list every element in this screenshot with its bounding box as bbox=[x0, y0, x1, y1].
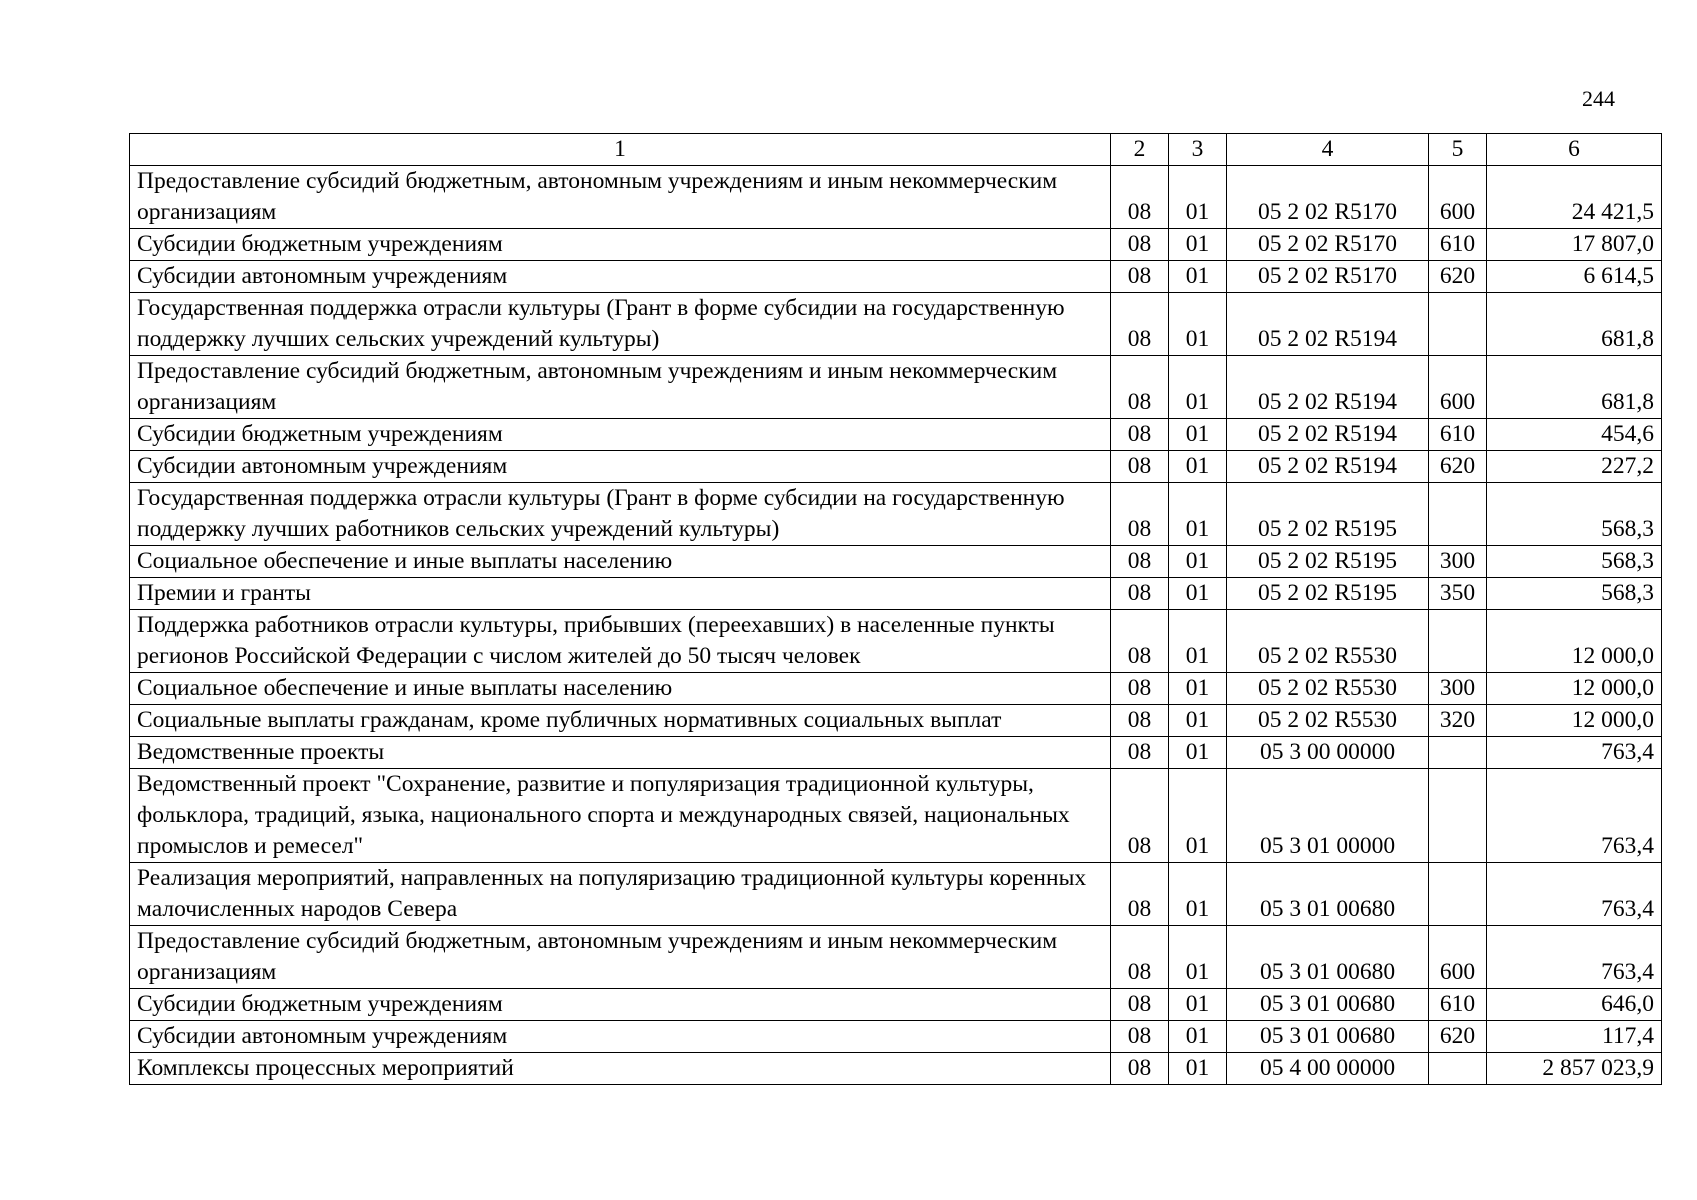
target-article-cell: 05 2 02 R5530 bbox=[1227, 673, 1429, 705]
table-row bbox=[130, 546, 1662, 578]
target-article-cell: 05 3 00 00000 bbox=[1227, 737, 1429, 769]
header-cell: 2 bbox=[1111, 134, 1169, 166]
subsection-code-cell: 01 bbox=[1169, 989, 1227, 1021]
amount-cell: 12 000,0 bbox=[1487, 705, 1662, 737]
section-code-cell: 08 bbox=[1111, 578, 1169, 610]
amount-cell: 117,4 bbox=[1487, 1021, 1662, 1053]
target-article-cell: 05 3 01 00680 bbox=[1227, 863, 1429, 926]
expense-type-cell bbox=[1429, 1053, 1487, 1085]
section-code-cell: 08 bbox=[1111, 769, 1169, 863]
expense-type-cell: 600 bbox=[1429, 926, 1487, 989]
section-code-cell: 08 bbox=[1111, 293, 1169, 356]
section-code-cell: 08 bbox=[1111, 610, 1169, 673]
amount-cell: 24 421,5 bbox=[1487, 166, 1662, 229]
table-header bbox=[130, 134, 1662, 166]
amount-cell: 454,6 bbox=[1487, 419, 1662, 451]
row-name-cell: Ведомственные проекты bbox=[130, 737, 1111, 769]
expense-type-cell: 600 bbox=[1429, 166, 1487, 229]
row-name-cell: Реализация мероприятий, направленных на популяризацию традиционной культуры коренных малочисленных народов Севера bbox=[130, 863, 1111, 926]
target-article-cell: 05 2 02 R5194 bbox=[1227, 356, 1429, 419]
subsection-code-cell: 01 bbox=[1169, 451, 1227, 483]
amount-cell: 763,4 bbox=[1487, 863, 1662, 926]
section-code-cell: 08 bbox=[1111, 356, 1169, 419]
row-name-cell: Социальное обеспечение и иные выплаты населению bbox=[130, 546, 1111, 578]
table-body bbox=[130, 166, 1662, 1085]
section-code-cell: 08 bbox=[1111, 1021, 1169, 1053]
subsection-code-cell: 01 bbox=[1169, 610, 1227, 673]
row-name-cell: Субсидии автономным учреждениям bbox=[130, 1021, 1111, 1053]
subsection-code-cell: 01 bbox=[1169, 483, 1227, 546]
row-name-cell: Предоставление субсидий бюджетным, автономным учреждениям и иным некоммерческим организациям bbox=[130, 926, 1111, 989]
subsection-code-cell: 01 bbox=[1169, 261, 1227, 293]
section-code-cell: 08 bbox=[1111, 926, 1169, 989]
amount-cell: 12 000,0 bbox=[1487, 610, 1662, 673]
target-article-cell: 05 3 01 00680 bbox=[1227, 989, 1429, 1021]
amount-cell: 6 614,5 bbox=[1487, 261, 1662, 293]
target-article-cell: 05 2 02 R5195 bbox=[1227, 546, 1429, 578]
row-name-cell: Социальные выплаты гражданам, кроме публичных нормативных социальных выплат bbox=[130, 705, 1111, 737]
amount-cell: 12 000,0 bbox=[1487, 673, 1662, 705]
subsection-code-cell: 01 bbox=[1169, 578, 1227, 610]
page-number: 244 bbox=[1582, 86, 1615, 111]
expense-type-cell bbox=[1429, 483, 1487, 546]
budget-table bbox=[129, 133, 1662, 1085]
section-code-cell: 08 bbox=[1111, 989, 1169, 1021]
section-code-cell: 08 bbox=[1111, 863, 1169, 926]
target-article-cell: 05 4 00 00000 bbox=[1227, 1053, 1429, 1085]
target-article-cell: 05 3 01 00000 bbox=[1227, 769, 1429, 863]
expense-type-cell: 350 bbox=[1429, 578, 1487, 610]
table-row bbox=[130, 1021, 1662, 1053]
expense-type-cell bbox=[1429, 769, 1487, 863]
expense-type-cell: 600 bbox=[1429, 356, 1487, 419]
expense-type-cell: 620 bbox=[1429, 261, 1487, 293]
amount-cell: 681,8 bbox=[1487, 293, 1662, 356]
expense-type-cell: 300 bbox=[1429, 546, 1487, 578]
header-row bbox=[130, 134, 1662, 166]
target-article-cell: 05 3 01 00680 bbox=[1227, 926, 1429, 989]
target-article-cell: 05 2 02 R5195 bbox=[1227, 483, 1429, 546]
row-name-cell: Субсидии автономным учреждениям bbox=[130, 261, 1111, 293]
subsection-code-cell: 01 bbox=[1169, 863, 1227, 926]
amount-cell: 763,4 bbox=[1487, 769, 1662, 863]
table-row bbox=[130, 293, 1662, 356]
subsection-code-cell: 01 bbox=[1169, 673, 1227, 705]
table-row bbox=[130, 705, 1662, 737]
row-name-cell: Субсидии бюджетным учреждениям bbox=[130, 419, 1111, 451]
target-article-cell: 05 2 02 R5530 bbox=[1227, 705, 1429, 737]
section-code-cell: 08 bbox=[1111, 261, 1169, 293]
table-row bbox=[130, 737, 1662, 769]
subsection-code-cell: 01 bbox=[1169, 166, 1227, 229]
amount-cell: 227,2 bbox=[1487, 451, 1662, 483]
subsection-code-cell: 01 bbox=[1169, 769, 1227, 863]
table-row bbox=[130, 483, 1662, 546]
subsection-code-cell: 01 bbox=[1169, 229, 1227, 261]
subsection-code-cell: 01 bbox=[1169, 419, 1227, 451]
target-article-cell: 05 2 02 R5170 bbox=[1227, 166, 1429, 229]
table-row bbox=[130, 769, 1662, 863]
section-code-cell: 08 bbox=[1111, 451, 1169, 483]
section-code-cell: 08 bbox=[1111, 705, 1169, 737]
subsection-code-cell: 01 bbox=[1169, 356, 1227, 419]
expense-type-cell: 610 bbox=[1429, 989, 1487, 1021]
header-cell: 3 bbox=[1169, 134, 1227, 166]
table-row bbox=[130, 610, 1662, 673]
table-row bbox=[130, 451, 1662, 483]
target-article-cell: 05 2 02 R5194 bbox=[1227, 419, 1429, 451]
row-name-cell: Государственная поддержка отрасли культуры (Грант в форме субсидии на государственную поддержку лучших сельских учреждений культуры) bbox=[130, 293, 1111, 356]
expense-type-cell bbox=[1429, 737, 1487, 769]
target-article-cell: 05 2 02 R5194 bbox=[1227, 293, 1429, 356]
row-name-cell: Поддержка работников отрасли культуры, прибывших (переехавших) в населенные пункты регионов Российской Федерации с числом жителей до 50 тысяч человек bbox=[130, 610, 1111, 673]
table-row bbox=[130, 166, 1662, 229]
row-name-cell: Ведомственный проект "Сохранение, развитие и популяризация традиционной культуры, фольклора, традиций, языка, национального спорта и международных связей, национальных промыслов и ремесел" bbox=[130, 769, 1111, 863]
subsection-code-cell: 01 bbox=[1169, 737, 1227, 769]
table-row bbox=[130, 261, 1662, 293]
expense-type-cell bbox=[1429, 610, 1487, 673]
expense-type-cell: 610 bbox=[1429, 229, 1487, 261]
target-article-cell: 05 2 02 R5194 bbox=[1227, 451, 1429, 483]
amount-cell: 568,3 bbox=[1487, 578, 1662, 610]
header-cell: 5 bbox=[1429, 134, 1487, 166]
table-row bbox=[130, 863, 1662, 926]
row-name-cell: Комплексы процессных мероприятий bbox=[130, 1053, 1111, 1085]
expense-type-cell: 610 bbox=[1429, 419, 1487, 451]
section-code-cell: 08 bbox=[1111, 673, 1169, 705]
subsection-code-cell: 01 bbox=[1169, 293, 1227, 356]
section-code-cell: 08 bbox=[1111, 229, 1169, 261]
target-article-cell: 05 2 02 R5195 bbox=[1227, 578, 1429, 610]
amount-cell: 763,4 bbox=[1487, 737, 1662, 769]
target-article-cell: 05 3 01 00680 bbox=[1227, 1021, 1429, 1053]
subsection-code-cell: 01 bbox=[1169, 1021, 1227, 1053]
amount-cell: 568,3 bbox=[1487, 546, 1662, 578]
amount-cell: 646,0 bbox=[1487, 989, 1662, 1021]
section-code-cell: 08 bbox=[1111, 1053, 1169, 1085]
expense-type-cell: 300 bbox=[1429, 673, 1487, 705]
row-name-cell: Субсидии бюджетным учреждениям bbox=[130, 229, 1111, 261]
table-row bbox=[130, 356, 1662, 419]
target-article-cell: 05 2 02 R5170 bbox=[1227, 261, 1429, 293]
table-row bbox=[130, 419, 1662, 451]
section-code-cell: 08 bbox=[1111, 483, 1169, 546]
table-row bbox=[130, 578, 1662, 610]
subsection-code-cell: 01 bbox=[1169, 705, 1227, 737]
subsection-code-cell: 01 bbox=[1169, 926, 1227, 989]
section-code-cell: 08 bbox=[1111, 419, 1169, 451]
table-row bbox=[130, 1053, 1662, 1085]
row-name-cell: Предоставление субсидий бюджетным, автономным учреждениям и иным некоммерческим организациям bbox=[130, 166, 1111, 229]
header-cell: 4 bbox=[1227, 134, 1429, 166]
target-article-cell: 05 2 02 R5170 bbox=[1227, 229, 1429, 261]
subsection-code-cell: 01 bbox=[1169, 546, 1227, 578]
subsection-code-cell: 01 bbox=[1169, 1053, 1227, 1085]
row-name-cell: Субсидии бюджетным учреждениям bbox=[130, 989, 1111, 1021]
expense-type-cell: 620 bbox=[1429, 451, 1487, 483]
table-row bbox=[130, 989, 1662, 1021]
amount-cell: 17 807,0 bbox=[1487, 229, 1662, 261]
row-name-cell: Премии и гранты bbox=[130, 578, 1111, 610]
row-name-cell: Субсидии автономным учреждениям bbox=[130, 451, 1111, 483]
row-name-cell: Социальное обеспечение и иные выплаты населению bbox=[130, 673, 1111, 705]
amount-cell: 568,3 bbox=[1487, 483, 1662, 546]
row-name-cell: Предоставление субсидий бюджетным, автономным учреждениям и иным некоммерческим организациям bbox=[130, 356, 1111, 419]
expense-type-cell: 620 bbox=[1429, 1021, 1487, 1053]
amount-cell: 2 857 023,9 bbox=[1487, 1053, 1662, 1085]
header-cell: 1 bbox=[130, 134, 1111, 166]
table-row bbox=[130, 673, 1662, 705]
table-row bbox=[130, 926, 1662, 989]
header-cell: 6 bbox=[1487, 134, 1662, 166]
expense-type-cell bbox=[1429, 293, 1487, 356]
expense-type-cell: 320 bbox=[1429, 705, 1487, 737]
amount-cell: 681,8 bbox=[1487, 356, 1662, 419]
row-name-cell: Государственная поддержка отрасли культуры (Грант в форме субсидии на государственную поддержку лучших работников сельских учреждений культуры) bbox=[130, 483, 1111, 546]
amount-cell: 763,4 bbox=[1487, 926, 1662, 989]
expense-type-cell bbox=[1429, 863, 1487, 926]
table-row bbox=[130, 229, 1662, 261]
section-code-cell: 08 bbox=[1111, 546, 1169, 578]
target-article-cell: 05 2 02 R5530 bbox=[1227, 610, 1429, 673]
section-code-cell: 08 bbox=[1111, 737, 1169, 769]
section-code-cell: 08 bbox=[1111, 166, 1169, 229]
